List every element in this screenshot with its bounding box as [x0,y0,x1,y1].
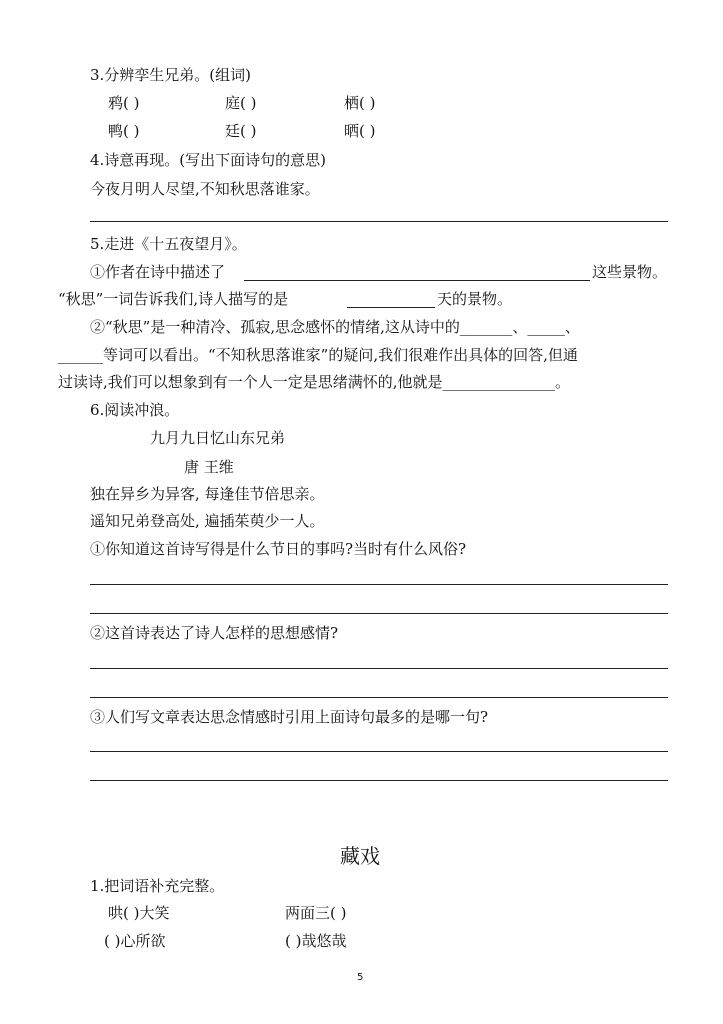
q4-answer-line[interactable] [90,221,668,222]
idiom-blank-4[interactable]: ( )哉悠哉 [285,932,347,950]
section2-q1-title: 1.把词语补充完整。 [90,877,225,895]
q6-sub1-line-1[interactable] [90,584,668,585]
q6-title: 6.阅读冲浪。 [90,401,180,419]
q6-sub2-line-1[interactable] [90,668,668,669]
q3-blank-2[interactable]: 庭( ) [225,94,257,112]
q3-blank-5[interactable]: 廷( ) [225,122,257,140]
q5-title: 5.走进《十五夜望月》。 [90,235,247,253]
section-title: 藏戏 [340,844,380,868]
q5-p2-line1: ②“秋思”是一种清冷、孤寂,思念感怀的情绪,这从诗中的_______、_____、 [90,318,580,336]
q3-blank-1[interactable]: 鸦( ) [108,94,140,112]
q4-verse: 今夜月明人尽望,不知秋思落谁家。 [90,180,320,198]
q3-title: 3.分辨孪生兄弟。(组词) [90,66,252,84]
q3-blank-6[interactable]: 晒( ) [344,122,376,140]
idiom-blank-3[interactable]: ( )心所欲 [104,932,166,950]
poem-author: 唐 王维 [184,458,234,476]
q6-sub3-line-2[interactable] [90,780,668,781]
q5-p1-end: 这些景物。 [592,263,668,281]
q5-p1-season-end: 天的景物。 [437,290,513,308]
q6-sub3: ③人们写文章表达思念情感时引用上面诗句最多的是哪一句? [90,708,489,726]
q6-sub1: ①你知道这首诗写得是什么节日的事吗?当时有什么风俗? [90,540,467,558]
q5-p1-start: ①作者在诗中描述了 [90,263,226,281]
poem-line-2: 遥知兄弟登高处, 遍插茱萸少一人。 [90,512,325,530]
poem-line-1: 独在异乡为异客, 每逢佳节倍思亲。 [90,485,325,503]
idiom-blank-2[interactable]: 两面三( ) [285,904,347,922]
q5-p2-line3: 过读诗,我们可以想象到有一个人一定是思绪满怀的,他就是_______________。 [58,373,571,391]
q6-sub1-line-2[interactable] [90,613,668,614]
q6-sub3-line-1[interactable] [90,751,668,752]
q3-blank-4[interactable]: 鸭( ) [108,122,140,140]
q6-sub2-line-2[interactable] [90,697,668,698]
poem-title: 九月九日忆山东兄弟 [150,429,286,447]
q5-p1-season: “秋思”一词告诉我们,诗人描写的是 [58,290,289,308]
q3-blank-3[interactable]: 栖( ) [344,94,376,112]
idiom-blank-1[interactable]: 哄( )大笑 [108,904,170,922]
page-number: 5 [357,972,364,983]
q5-season-blank[interactable] [347,307,435,308]
q5-p2-line2: ______等词可以看出。“不知秋思落谁家”的疑问,我们很难作出具体的回答,但通 [58,346,578,364]
q6-sub2: ②这首诗表达了诗人怎样的思想感情? [90,624,339,642]
q5-scenery-blank[interactable] [244,280,590,281]
q4-title: 4.诗意再现。(写出下面诗句的意思) [90,151,327,169]
